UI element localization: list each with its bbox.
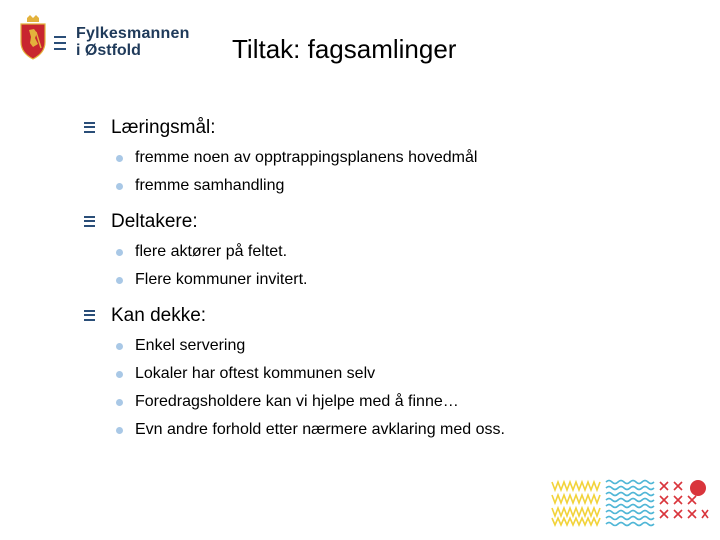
bullet-icon: [116, 371, 123, 378]
bullet-icon: [116, 183, 123, 190]
item-text: Flere kommuner invitert.: [135, 271, 308, 288]
heading-text: Kan dekke:: [111, 305, 207, 326]
bullet-icon: [116, 155, 123, 162]
bullet-icon: [116, 277, 123, 284]
list-item: [84, 144, 684, 172]
section-coverage: [84, 300, 684, 444]
decorative-pattern: [550, 478, 710, 528]
item-text: Lokaler har oftest kommunen selv: [135, 365, 376, 382]
slide-title: Tiltak: fagsamlinger: [232, 34, 457, 64]
heading-text: Deltakere:: [111, 211, 198, 232]
list-item: [84, 360, 684, 388]
section-heading: [84, 112, 684, 144]
logo-line-1: Fylkesmannen: [76, 25, 190, 42]
yellow-zigzag-icon: [552, 482, 600, 525]
heading-marker-icon: [84, 216, 95, 227]
item-text: Foredragsholdere kan vi hjelpe med å finne…: [135, 393, 459, 410]
logo-line-2: i Østfold: [76, 42, 141, 59]
coat-of-arms-icon: [18, 14, 48, 60]
list-item: [84, 388, 684, 416]
list-item: [84, 266, 684, 294]
heading-marker-icon: [84, 310, 95, 321]
bullet-icon: [116, 343, 123, 350]
blue-waves-icon: [606, 481, 654, 526]
item-text: Evn andre forhold etter nærmere avklaring med oss.: [135, 421, 505, 438]
item-text: flere aktører på feltet.: [135, 243, 288, 260]
agency-logo: [18, 14, 198, 62]
heading-text: Læringsmål:: [111, 117, 216, 138]
item-text: fremme noen av opptrappingsplanens hovedmål: [135, 149, 478, 166]
list-item: [84, 172, 684, 200]
bullet-icon: [116, 399, 123, 406]
item-text: fremme samhandling: [135, 177, 285, 194]
section-heading: [84, 300, 684, 332]
section-participants: [84, 206, 684, 294]
menu-lines-icon: [54, 36, 66, 50]
section-heading: [84, 206, 684, 238]
heading-marker-icon: [84, 122, 95, 133]
list-item: [84, 238, 684, 266]
bullet-icon: [116, 427, 123, 434]
slide-body: [84, 112, 684, 450]
red-dot-icon: [690, 480, 706, 496]
section-learning-goals: [84, 112, 684, 200]
logo-wordmark: [76, 25, 190, 59]
bullet-icon: [116, 249, 123, 256]
item-text: Enkel servering: [135, 337, 246, 354]
list-item: [84, 332, 684, 360]
list-item: [84, 416, 684, 444]
